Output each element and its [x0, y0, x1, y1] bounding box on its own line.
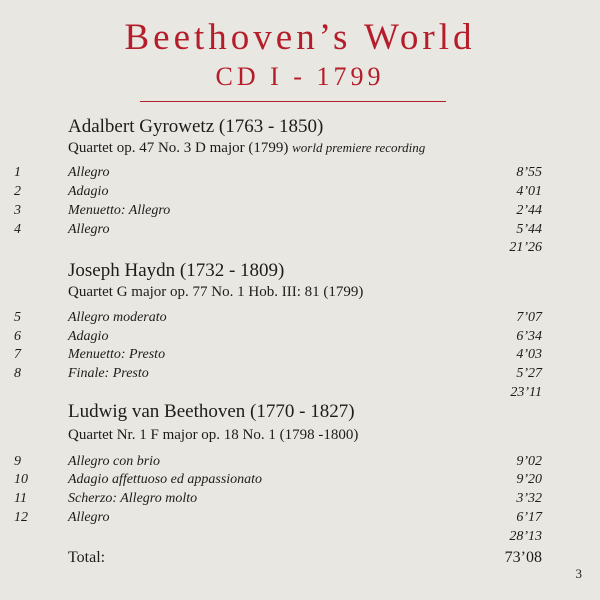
track-duration: 4’03 — [516, 347, 542, 362]
track-title: Allegro moderato — [68, 310, 167, 325]
track-title: Adagio — [68, 329, 109, 344]
total-duration: 73’08 — [504, 549, 542, 566]
title-divider — [140, 101, 446, 102]
track-duration: 6’17 — [516, 510, 542, 525]
track-title: Adagio — [68, 184, 109, 199]
track-number: 3 — [14, 203, 21, 218]
track-number: 5 — [14, 310, 21, 325]
page-number: 3 — [575, 566, 582, 581]
work-title: Quartet Nr. 1 F major op. 18 No. 1 (1798 -1800) — [68, 427, 359, 443]
track-duration: 5’44 — [516, 222, 542, 237]
track-number: 6 — [14, 329, 21, 344]
work-title — [68, 140, 425, 157]
total-label: Total: — [68, 549, 106, 566]
track-number: 1 — [14, 165, 21, 180]
track-duration: 5’27 — [516, 366, 542, 381]
recording-note: world premiere recording — [292, 140, 426, 155]
track-duration: 6’34 — [516, 329, 542, 344]
track-number: 9 — [14, 454, 21, 469]
track-duration: 9’02 — [516, 454, 542, 469]
track-title: Scherzo: Allegro molto — [68, 491, 198, 506]
track-duration: 8’55 — [516, 165, 542, 180]
track-title: Menuetto: Presto — [68, 347, 166, 362]
work-title: Quartet G major op. 77 No. 1 Hob. III: 81 (1799) — [68, 284, 364, 300]
track-title: Allegro — [68, 510, 110, 525]
track-duration: 4’01 — [516, 184, 542, 199]
track-duration: 9’20 — [516, 472, 542, 487]
composer-heading: Adalbert Gyrowetz (1763 - 1850) — [68, 116, 324, 137]
track-title: Adagio affettuoso ed appassionato — [68, 472, 263, 487]
section-subtotal: 28’13 — [509, 529, 542, 544]
track-number: 7 — [14, 347, 21, 362]
track-duration: 7’07 — [516, 310, 542, 325]
track-duration: 3’32 — [516, 491, 542, 506]
track-duration: 2’44 — [516, 203, 542, 218]
page-title: Beethoven’s World — [124, 17, 476, 58]
track-number: 2 — [14, 184, 21, 199]
track-number: 10 — [14, 472, 28, 487]
track-title: Allegro — [68, 165, 110, 180]
cd-subtitle: CD I - 1799 — [215, 62, 385, 91]
track-title: Menuetto: Allegro — [68, 203, 171, 218]
track-title: Allegro con brio — [68, 454, 161, 469]
track-number: 8 — [14, 366, 21, 381]
section-subtotal: 21’26 — [509, 240, 542, 255]
composer-heading: Joseph Haydn (1732 - 1809) — [68, 260, 285, 281]
composer-heading: Ludwig van Beethoven (1770 - 1827) — [68, 401, 355, 422]
track-number: 12 — [14, 510, 28, 525]
track-number: 11 — [14, 491, 27, 506]
section-subtotal: 23’11 — [510, 385, 542, 400]
track-title: Allegro — [68, 222, 110, 237]
track-title: Finale: Presto — [68, 366, 149, 381]
track-number: 4 — [14, 222, 21, 237]
work-title-text: Quartet op. 47 No. 3 D major (1799) — [68, 140, 289, 156]
